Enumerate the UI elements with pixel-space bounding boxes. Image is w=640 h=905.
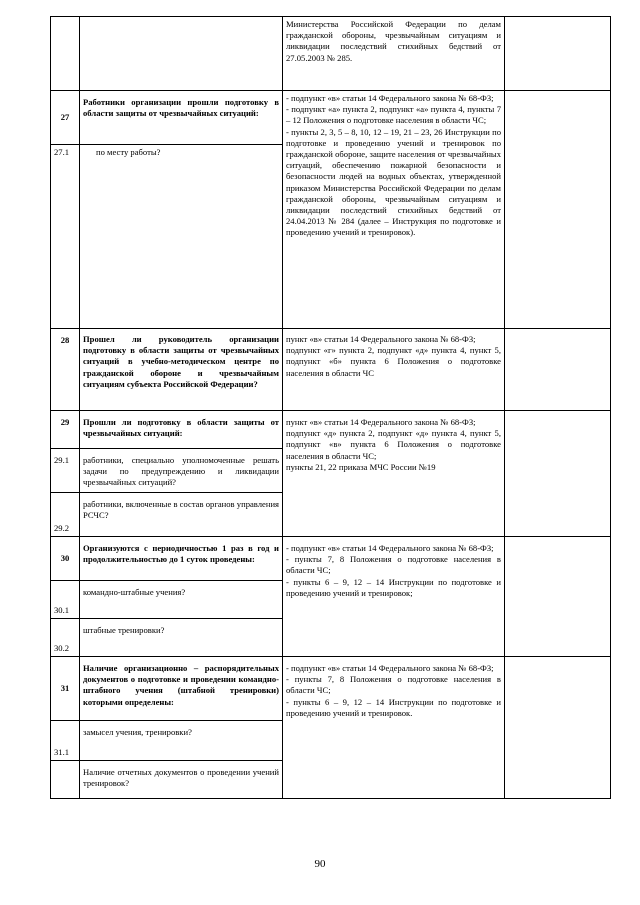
checklist-table: [50, 16, 611, 799]
legal-reference-cell: Министерства Российской Федерации по делам гражданской обороны, чрезвычайным ситуациям и ликвидации последствий стихийных бедствий от 27.05.2003 № 285.: [283, 17, 505, 91]
answer-cell: [505, 657, 611, 799]
answer-cell: [505, 17, 611, 91]
legal-reference-cell: [283, 411, 505, 537]
row-number: 28: [51, 329, 80, 411]
reference-line: - подпункт «в» статьи 14 Федерального закона № 68-ФЗ;: [286, 93, 494, 103]
reference-line: - подпункт «а» пункта 2, подпункт «а» пункта 4, пункты 7 – 12 Положения о подготовке населения в области ЧС;: [286, 104, 501, 126]
question-text: штабные тренировки?: [80, 619, 283, 657]
answer-cell: [505, 411, 611, 537]
reference-line: - пункты 6 – 9, 12 – 14 Инструкции по подготовке и проведению учений и тренировок;: [286, 576, 501, 598]
reference-line: - пункты 7, 8 Положения о подготовке населения в области ЧС;: [286, 674, 501, 696]
row-number: 31: [51, 657, 80, 721]
row-number: 27: [51, 91, 80, 145]
reference-line: - подпункт «в» статьи 14 Федерального закона № 68-ФЗ;: [286, 543, 494, 553]
table-row: [51, 537, 611, 581]
reference-line: подпункт «г» пункта 2, подпункт «д» пункта 4, пункт 5, подпункт «б» пункта 6 Положения о подготовке населения в области ЧС: [286, 345, 501, 378]
answer-cell: [505, 91, 611, 329]
answer-cell: [505, 329, 611, 411]
reference-line: пункт «в» статьи 14 Федерального закона № 68-ФЗ;: [286, 417, 476, 427]
legal-reference-cell: [283, 657, 505, 799]
row-number: 29.1: [51, 449, 80, 493]
question-text: Организуются с периодичностью 1 раз в год и продолжительностью до 1 суток проведены:: [80, 537, 283, 581]
question-text: командно-штабные учения?: [80, 581, 283, 619]
answer-cell: [505, 537, 611, 657]
row-number: 29.2: [51, 493, 80, 537]
question-text: Прошел ли руководитель организации подготовку в области защиты от чрезвычайных ситуаций в учебно-методическом центре по гражданской обороне и чрезвычайным ситуациям субъекта Российской Федерации?: [80, 329, 283, 411]
row-number: 30: [51, 537, 80, 581]
question-text: Прошли ли подготовку в области защиты от чрезвычайных ситуаций:: [80, 411, 283, 449]
question-text: работники, специально уполномоченные решать задачи по предупреждению и ликвидации чрезвычайных ситуаций?: [80, 449, 283, 493]
table-row: [51, 657, 611, 721]
reference-line: - пункты 2, 3, 5 – 8, 10, 12 – 19, 21 – 23, 26 Инструкции по подготовке и проведению учений и тренировок по гражданской обороне, защите населения от чрезвычайных ситуаций, обеспечению пожарной безопасности и безопасности людей на водных объектах, утвержденной приказом Министерства Российской Федерации по делам гражданской обороны, чрезвычайным ситуациям и ликвидации последствий стихийных бедствий от 24.04.2013 № 284 (далее – Инструкция по подготовке и проведению учений и тренировок).: [286, 126, 501, 238]
question-text: работники, включенные в состав органов управления РСЧС?: [80, 493, 283, 537]
row-number: 30.1: [51, 581, 80, 619]
reference-line: - пункты 7, 8 Положения о подготовке населения в области ЧС;: [286, 554, 501, 576]
table-row: [51, 329, 611, 411]
reference-line: - подпункт «в» статьи 14 Федерального закона № 68-ФЗ;: [286, 663, 494, 673]
question-text: Наличие отчетных документов о проведении учений тренировок?: [80, 761, 283, 799]
row-number: 27.1: [51, 145, 80, 329]
question-text: по месту работы?: [80, 145, 283, 329]
question-cell: [80, 17, 283, 91]
reference-line: пункты 21, 22 приказа МЧС России №19: [286, 461, 436, 472]
table-row: [51, 91, 611, 145]
reference-line: подпункт «д» пункта 2, подпункт «д» пункта 4, пункт 5, подпункт «в» пункта 6 Положения о подготовке населения в области ЧС;: [286, 428, 501, 461]
page-number: 90: [314, 858, 326, 870]
row-number: 29: [51, 411, 80, 449]
question-text: Работники организации прошли подготовку в области защиты от чрезвычайных ситуаций:: [80, 91, 283, 145]
question-text: замысел учения, тренировки?: [80, 721, 283, 761]
question-text: Наличие организационно – распорядительных документов о подготовке и проведении командно-штабного учения (штабной тренировки) которыми определены:: [80, 657, 283, 721]
legal-reference-cell: [283, 537, 505, 657]
table-row: [51, 17, 611, 91]
row-number: [51, 761, 80, 799]
row-number-cell: [51, 17, 80, 91]
legal-reference-cell: [283, 329, 505, 411]
reference-line: - пункты 6 – 9, 12 – 14 Инструкции по подготовке и проведению учений и тренировок.: [286, 696, 501, 718]
row-number: 31.1: [51, 721, 80, 761]
row-number: 30.2: [51, 619, 80, 657]
table-row: [51, 411, 611, 449]
legal-reference-cell: [283, 91, 505, 329]
reference-line: пункт «в» статьи 14 Федерального закона № 68-ФЗ;: [286, 334, 476, 344]
